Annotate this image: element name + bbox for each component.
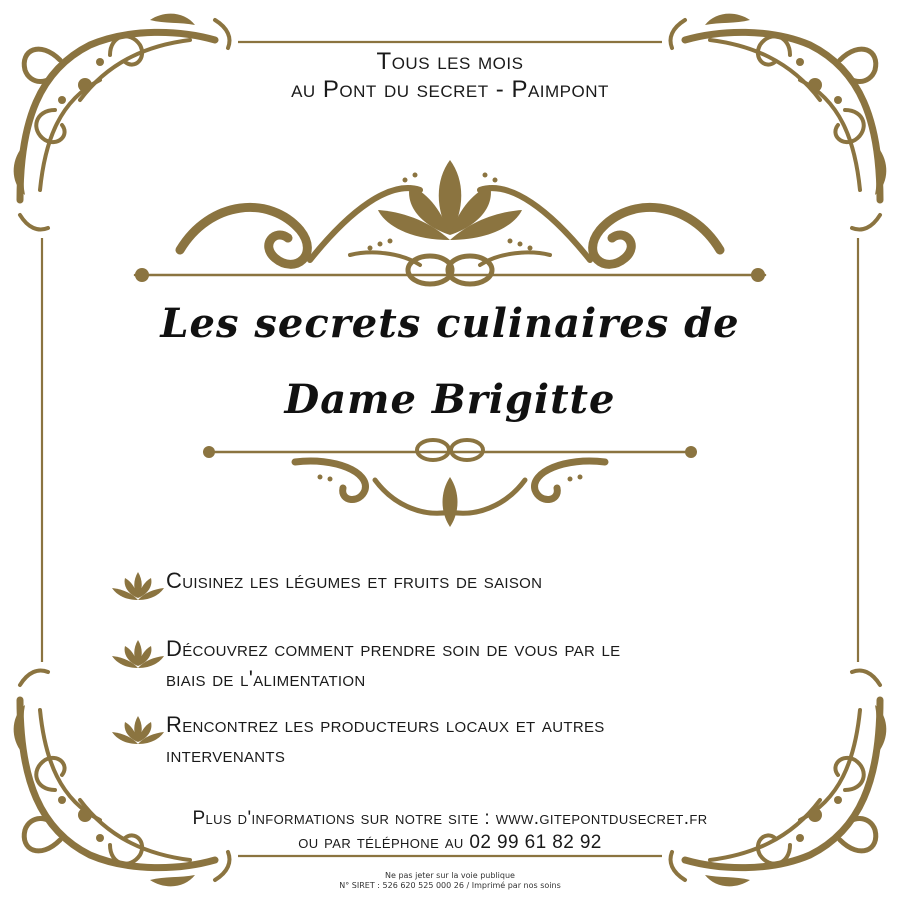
title-line-2: Dame Brigitte xyxy=(284,376,616,423)
list-item-text-line: intervenants xyxy=(166,742,286,767)
list-item xyxy=(110,634,790,694)
title-line-1: Les secrets culinaires de xyxy=(160,300,740,347)
bottom-ornament xyxy=(195,432,705,532)
list-item-text-line: Découvrez comment prendre soin de vous par le xyxy=(166,636,621,661)
footer-website: Plus d'informations sur notre site : www.gitepontdusecret.fr xyxy=(192,808,708,829)
list-item-text-line: Rencontrez les producteurs locaux et autres xyxy=(166,712,605,737)
header-line-1: Tous les mois xyxy=(376,48,524,75)
list-item-text: Cuisinez les légumes et fruits de saison xyxy=(166,568,543,593)
list-item-text xyxy=(166,710,605,770)
list-item-text xyxy=(166,634,620,694)
header-line-2: au Pont du secret - Paimpont xyxy=(291,76,609,103)
fine-print-line-2: N° SIRET : 526 620 525 000 26 / Imprimé par nos soins xyxy=(339,881,561,890)
fine-print-line-1: Ne pas jeter sur la voie publique xyxy=(385,871,515,880)
lotus-icon xyxy=(110,568,166,604)
list-item xyxy=(110,566,790,604)
lotus-icon xyxy=(110,712,166,748)
list-item xyxy=(110,710,790,770)
list-item-text-line: biais de l'alimentation xyxy=(166,666,366,691)
footer-phone: ou par téléphone au 02 99 61 82 92 xyxy=(298,832,602,853)
lotus-icon xyxy=(110,636,166,672)
top-ornament xyxy=(120,140,780,300)
